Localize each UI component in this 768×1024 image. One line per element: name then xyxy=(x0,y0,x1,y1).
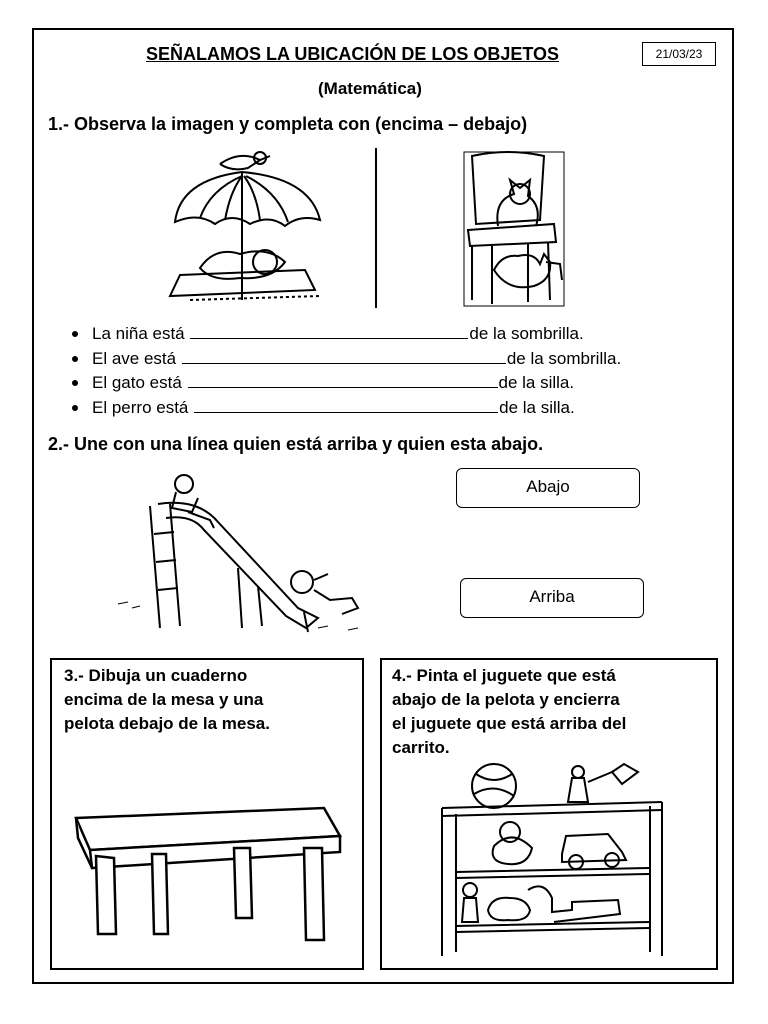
list-item xyxy=(92,323,621,348)
date-box: 21/03/23 xyxy=(642,42,716,66)
list-item-subject: La niña está xyxy=(92,324,185,343)
answer-blank[interactable] xyxy=(188,373,498,388)
question-1-instruction: 1.- Observa la imagen y completa con (encima – debajo) xyxy=(48,114,528,134)
list-item xyxy=(92,348,621,373)
slide-children-illustration xyxy=(118,468,368,640)
list-item-object: de la silla. xyxy=(499,397,575,417)
toy-shelf-illustration[interactable] xyxy=(432,762,672,958)
list-item-subject: El gato está xyxy=(92,373,182,392)
vertical-divider xyxy=(375,148,377,308)
list-item-subject: El perro está xyxy=(92,397,189,417)
question-2-instruction: 2.- Une con una línea quien está arriba y quien esta abajo. xyxy=(48,434,544,454)
answer-box-top[interactable]: Abajo xyxy=(456,468,640,508)
answer-blank[interactable] xyxy=(182,349,506,364)
list-item xyxy=(92,372,621,397)
list-item-object: de la sombrilla. xyxy=(469,324,584,343)
fill-in-list xyxy=(92,323,621,421)
answer-blank[interactable] xyxy=(194,398,498,413)
umbrella-girl-bird-illustration xyxy=(160,150,330,308)
worksheet-title: SEÑALAMOS LA UBICACIÓN DE LOS OBJETOS xyxy=(146,44,560,64)
answer-blank[interactable] xyxy=(190,324,468,339)
answer-box-bottom[interactable]: Arriba xyxy=(460,578,644,618)
question-4-instruction: 4.- Pinta el juguete que está abajo de la pelota y encierra el juguete que está arriba del carrito. xyxy=(392,666,627,757)
subject-subtitle: (Matemática) xyxy=(318,79,422,98)
list-item-object: de la sombrilla. xyxy=(506,348,622,368)
list-item xyxy=(92,397,621,422)
list-item-subject: El ave está xyxy=(92,348,177,368)
list-item-object: de la silla. xyxy=(498,373,575,392)
question-3-instruction: 3.- Dibuja un cuaderno encima de la mesa y una pelota debajo de la mesa. xyxy=(64,666,270,733)
table-illustration[interactable] xyxy=(72,806,344,952)
chair-cat-dog-illustration xyxy=(458,150,570,308)
